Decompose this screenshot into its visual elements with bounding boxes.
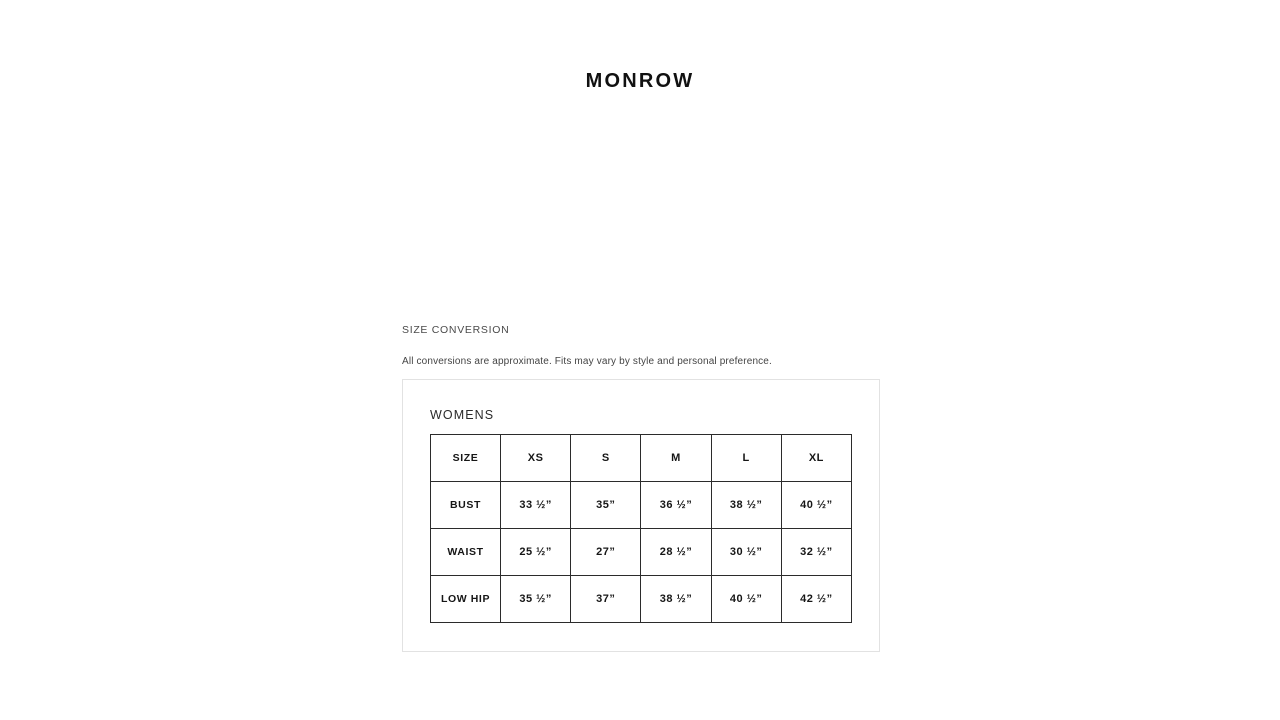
table-header-cell: XS bbox=[501, 435, 571, 482]
table-cell: 37” bbox=[571, 576, 641, 623]
table-cell: 40 ½” bbox=[711, 576, 781, 623]
table-row bbox=[431, 576, 852, 623]
table-cell: 42 ½” bbox=[781, 576, 851, 623]
table-header-row bbox=[431, 435, 852, 482]
table-header-cell: L bbox=[711, 435, 781, 482]
table-cell: 35” bbox=[571, 482, 641, 529]
size-conversion-table bbox=[430, 434, 852, 623]
table-cell: 38 ½” bbox=[641, 576, 711, 623]
table-cell: 36 ½” bbox=[641, 482, 711, 529]
size-chart-panel bbox=[402, 379, 880, 652]
table-header-cell: SIZE bbox=[431, 435, 501, 482]
table-cell: 35 ½” bbox=[501, 576, 571, 623]
section-title: SIZE CONVERSION bbox=[402, 324, 510, 336]
table-cell: 28 ½” bbox=[641, 529, 711, 576]
table-row-label: LOW HIP bbox=[431, 576, 501, 623]
brand-wordmark: MONROW bbox=[585, 70, 695, 92]
table-cell: 27” bbox=[571, 529, 641, 576]
table-cell: 33 ½” bbox=[501, 482, 571, 529]
table-row-label: WAIST bbox=[431, 529, 501, 576]
table-header-cell: S bbox=[571, 435, 641, 482]
table-row bbox=[431, 482, 852, 529]
table-cell: 30 ½” bbox=[711, 529, 781, 576]
table-header-cell: M bbox=[641, 435, 711, 482]
table-cell: 32 ½” bbox=[781, 529, 851, 576]
panel-heading-womens: WOMENS bbox=[430, 408, 495, 422]
table-cell: 25 ½” bbox=[501, 529, 571, 576]
table-cell: 40 ½” bbox=[781, 482, 851, 529]
table-row-label: BUST bbox=[431, 482, 501, 529]
table-header-cell: XL bbox=[781, 435, 851, 482]
table-cell: 38 ½” bbox=[711, 482, 781, 529]
conversion-disclaimer: All conversions are approximate. Fits may vary by style and personal preference. bbox=[402, 356, 772, 367]
table-row bbox=[431, 529, 852, 576]
size-conversion-section bbox=[402, 324, 880, 652]
